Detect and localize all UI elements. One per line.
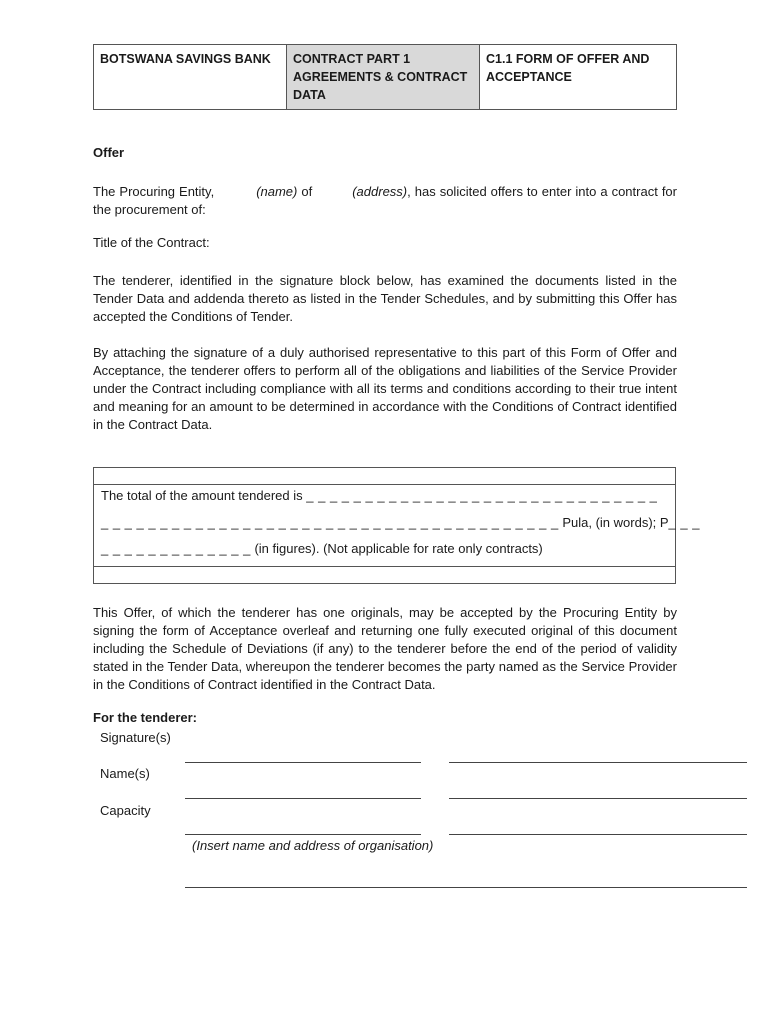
amount-line-1 <box>101 488 668 503</box>
tendered-amount-box <box>93 467 700 584</box>
of-text: of <box>301 184 313 199</box>
document-header-table <box>93 44 677 110</box>
name-label: Name(s) <box>100 766 150 781</box>
organisation-caption: (Insert name and address of organisation) <box>192 838 434 853</box>
acceptance-paragraph: This Offer, of which the tenderer has one originals, may be accepted by the Procuring Entity by signing the form of Acceptance overleaf and returning one fully executed original of this document including the Schedule of Deviations (if any) to the tenderer before the end of the period of validity stated in the Tender Data, whereupon the tenderer becomes the party named as the Service Provider in the Conditions of Contract identified in the Contract Data. <box>93 605 677 692</box>
signature-attachment-paragraph: By attaching the signature of a duly authorised representative to this part of this Form of Offer and Acceptance, the tenderer offers to perform all of the obligations and liabilities of the Service Provider under the Contract including compliance with all its terms and conditions according to their true intent and meaning for an amount to be determined in accordance with the Conditions of Contract identified in the Contract Data. <box>93 345 677 432</box>
tenderer-examined-paragraph: The tenderer, identified in the signature block below, has examined the documents listed in the Tender Data and addenda thereto as listed in the Tender Schedules, and by submitting this Offer has accepted the Conditions of Tender. <box>93 273 677 324</box>
name-line-1[interactable] <box>185 798 421 799</box>
amount-p-blank[interactable]: _ _ _ <box>668 515 700 530</box>
capacity-label: Capacity <box>100 803 151 818</box>
capacity-line-1[interactable] <box>185 834 421 835</box>
procuring-entity-paragraph <box>93 183 677 219</box>
amount-total-label: The total of the amount tendered is <box>101 488 303 503</box>
address-placeholder: (address) <box>352 184 408 199</box>
title-of-contract: Title of the Contract: <box>93 235 210 250</box>
figures-label: (in figures). (Not applicable for rate only contracts) <box>254 541 543 556</box>
header-bank-name: BOTSWANA SAVINGS BANK <box>94 45 287 110</box>
amount-box-bottom-divider <box>94 566 675 567</box>
name-placeholder: (name) <box>256 184 298 199</box>
signature-line-1[interactable] <box>185 762 421 763</box>
signature-label: Signature(s) <box>100 730 171 745</box>
name-line-2[interactable] <box>449 798 747 799</box>
amount-line-3 <box>101 541 668 556</box>
solicited-text: , has solicited offers to enter into a contract for the procurement of: <box>93 184 677 217</box>
amount-box-top-divider <box>94 484 675 485</box>
pula-words-label: Pula, (in words); P <box>562 515 669 530</box>
signature-line-2[interactable] <box>449 762 747 763</box>
amount-figures-blank[interactable]: _ _ _ _ _ _ _ _ _ _ _ _ _ <box>101 541 251 556</box>
procuring-entity-text: The Procuring Entity, <box>93 184 215 199</box>
amount-words-blank[interactable]: _ _ _ _ _ _ _ _ _ _ _ _ _ _ _ _ _ _ _ _ _ _ _ _ _ _ _ _ _ _ _ _ _ _ _ _ _ _ _ <box>101 515 559 530</box>
organisation-address-line[interactable] <box>185 887 747 888</box>
amount-line-2 <box>101 515 700 530</box>
header-form-title: C1.1 FORM OF OFFER AND ACCEPTANCE <box>480 45 677 110</box>
for-tenderer-heading: For the tenderer: <box>93 710 198 725</box>
amount-total-blank[interactable]: _ _ _ _ _ _ _ _ _ _ _ _ _ _ _ _ _ _ _ _ _ _ _ _ _ _ _ _ _ _ <box>306 488 658 503</box>
capacity-line-2[interactable] <box>449 834 747 835</box>
header-contract-part: CONTRACT PART 1 AGREEMENTS & CONTRACT DATA <box>287 45 480 110</box>
offer-heading: Offer <box>93 145 125 160</box>
